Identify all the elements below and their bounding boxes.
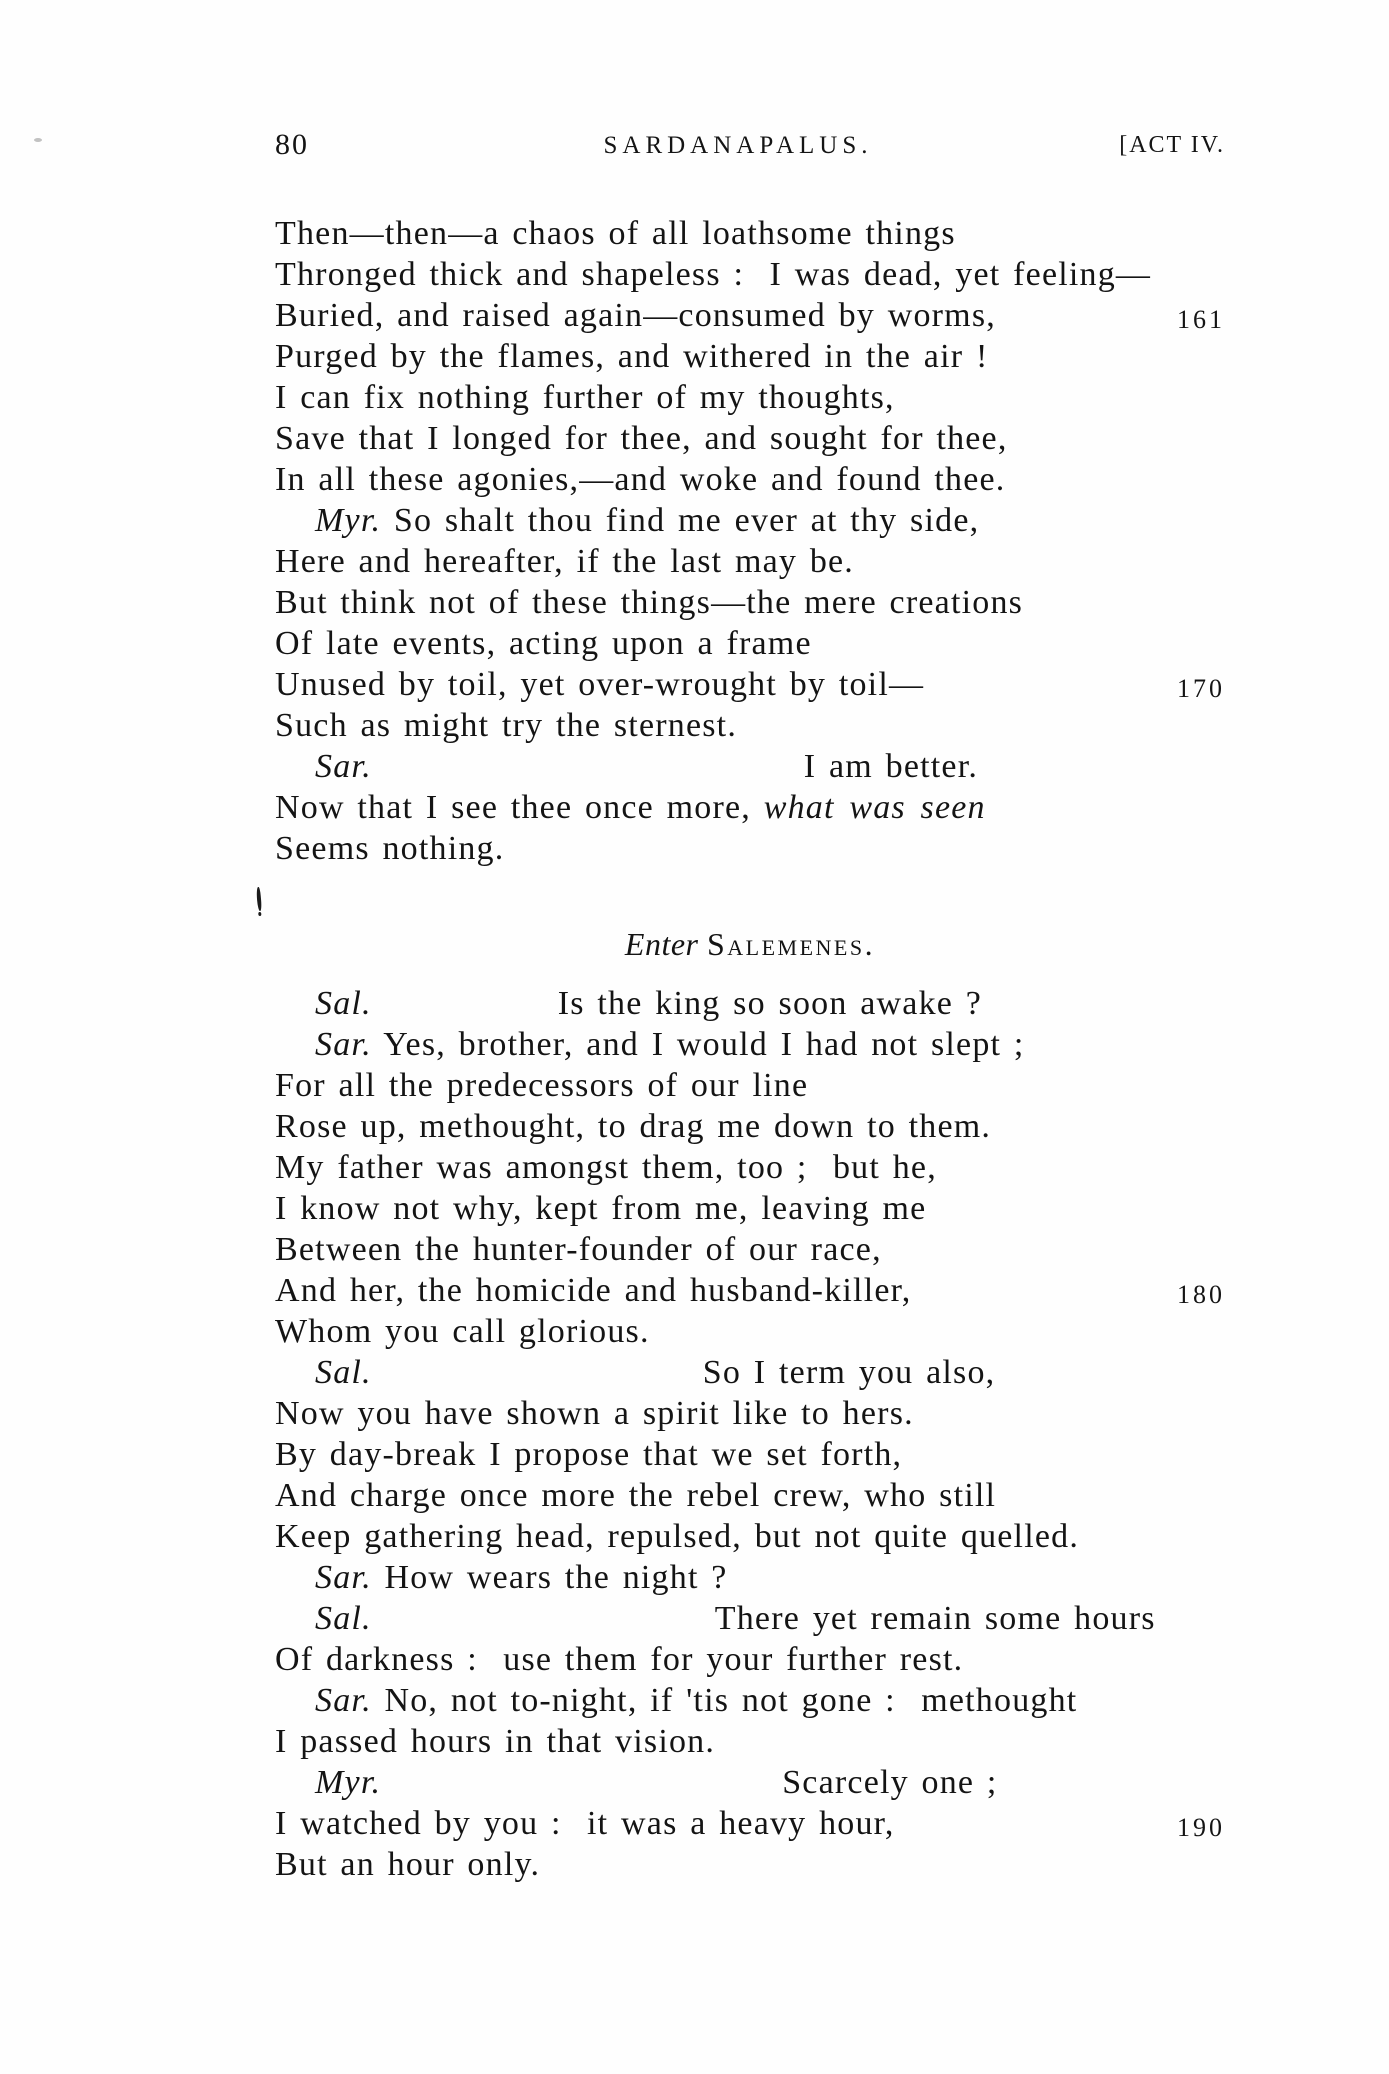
line-text: Rose up, methought, to drag me down to them. (275, 1108, 992, 1145)
verse-line (275, 983, 1225, 1024)
speaker-abbr: Sar. (315, 748, 372, 785)
line-text: Between the hunter-founder of our race, (275, 1231, 882, 1268)
stage-enter-word: Enter (624, 926, 699, 962)
line-number: 180 (1177, 1280, 1225, 1309)
verse-line (275, 623, 1225, 664)
verse-line (275, 1393, 1225, 1434)
speaker-abbr: Myr. (315, 1764, 382, 1801)
verse-line (275, 418, 1225, 459)
verse-line (275, 213, 1225, 254)
line-text: By day-break I propose that we set forth, (275, 1436, 903, 1473)
line-text: And her, the homicide and husband-killer, (275, 1272, 912, 1309)
verse-line (275, 336, 1225, 377)
line-text: So I term you also, (702, 1354, 996, 1391)
stage-direction (275, 926, 1225, 963)
line-text: Whom you call glorious. (275, 1313, 650, 1350)
line-text: Keep gathering head, repulsed, but not quite quelled. (275, 1518, 1080, 1555)
line-text: Then—then—a chaos of all loathsome things (275, 215, 956, 252)
verse-line (275, 500, 1225, 541)
line-number: 161 (1177, 305, 1225, 334)
line-text: I can fix nothing further of my thoughts, (275, 379, 895, 416)
line-text: Of darkness : use them for your further rest. (275, 1641, 964, 1678)
verse-line (275, 1803, 1225, 1844)
line-text: Buried, and raised again—consumed by worms, (275, 297, 996, 334)
verse-line (275, 828, 1225, 869)
speaker-abbr: Sar. (315, 1559, 372, 1596)
verse-line (275, 1680, 1225, 1721)
line-text: But think not of these things—the mere creations (275, 584, 1024, 621)
verse-line (275, 1557, 1225, 1598)
verse-line (275, 1598, 1225, 1639)
line-text: Now you have shown a spirit like to hers. (275, 1395, 914, 1432)
verse-line (275, 1352, 1225, 1393)
verse-line (275, 746, 1225, 787)
ink-mark-artifact (256, 887, 262, 911)
verse-line (275, 541, 1225, 582)
verse-line (275, 1639, 1225, 1680)
line-text: Unused by toil, yet over-wrought by toil— (275, 666, 925, 703)
verse-line (275, 1844, 1225, 1885)
line-text: No, not to-night, if 'tis not gone : methought (371, 1682, 1078, 1719)
line-text: And charge once more the rebel crew, who still (275, 1477, 997, 1514)
line-text: Here and hereafter, if the last may be. (275, 543, 855, 580)
line-text: But an hour only. (275, 1846, 541, 1883)
line-text: My father was amongst them, too ; but he, (275, 1149, 937, 1186)
speaker-abbr: Sar. (315, 1682, 372, 1719)
verse-line (275, 787, 1225, 828)
verse-line (275, 1147, 1225, 1188)
line-text: Yes, brother, and I would I had not slept ; (371, 1026, 1025, 1063)
line-text: Purged by the flames, and withered in the air ! (275, 338, 989, 375)
verse-line (275, 705, 1225, 746)
verse-line (275, 1516, 1225, 1557)
verse-block-1 (275, 213, 1225, 869)
running-header (275, 126, 1225, 166)
page-number: 80 (275, 128, 309, 161)
line-text: I watched by you : it was a heavy hour, (275, 1805, 895, 1842)
line-text: Scarcely one ; (782, 1764, 998, 1801)
line-text: I am better. (803, 748, 979, 785)
line-text: Thronged thick and shapeless : I was dead, yet feeling— (275, 256, 1152, 293)
line-number: 190 (1177, 1813, 1225, 1842)
line-text: Of late events, acting upon a frame (275, 625, 812, 662)
line-text: So shalt thou find me ever at thy side, (381, 502, 980, 539)
verse-line (275, 1270, 1225, 1311)
verse-line (275, 295, 1225, 336)
verse-line (275, 1024, 1225, 1065)
verse-line (275, 582, 1225, 623)
verse-line (275, 1762, 1225, 1803)
verse-line (275, 1475, 1225, 1516)
speaker-abbr: Sal. (315, 1354, 372, 1391)
verse-line (275, 459, 1225, 500)
line-text: Is the king so soon awake ? (557, 985, 983, 1022)
speaker-abbr: Sal. (315, 1600, 372, 1637)
stage-character-name: Salemenes. (706, 926, 876, 962)
verse-line (275, 1188, 1225, 1229)
verse-line (275, 1065, 1225, 1106)
line-text: For all the predecessors of our line (275, 1067, 809, 1104)
line-text: Seems nothing. (275, 830, 505, 867)
verse-line (275, 377, 1225, 418)
line-text: There yet remain some hours (714, 1600, 1156, 1637)
line-text: Now that I see thee once more, (275, 789, 764, 826)
verse-line (275, 1106, 1225, 1147)
verse-block-2 (275, 983, 1225, 1885)
line-text: In all these agonies,—and woke and found thee. (275, 461, 1006, 498)
speaker-abbr: Myr. (315, 502, 382, 539)
scan-speck-artifact (34, 138, 42, 142)
line-text: I passed hours in that vision. (275, 1723, 716, 1760)
line-number: 170 (1177, 674, 1225, 703)
speaker-abbr: Sar. (315, 1026, 372, 1063)
line-text: Such as might try the sternest. (275, 707, 738, 744)
verse-line (275, 1311, 1225, 1352)
line-text: Save that I longed for thee, and sought for thee, (275, 420, 1008, 457)
verse-line (275, 1721, 1225, 1762)
italic-phrase: what was seen (763, 789, 986, 826)
verse-line (275, 1229, 1225, 1270)
line-text: I know not why, kept from me, leaving me (275, 1190, 927, 1227)
act-label: [ACT IV. (1119, 132, 1225, 158)
running-title: SARDANAPALUS. (603, 132, 873, 159)
verse-line (275, 664, 1225, 705)
speaker-abbr: Sal. (315, 985, 372, 1022)
verse-line (275, 1434, 1225, 1475)
verse-line (275, 254, 1225, 295)
line-text: How wears the night ? (371, 1559, 728, 1596)
